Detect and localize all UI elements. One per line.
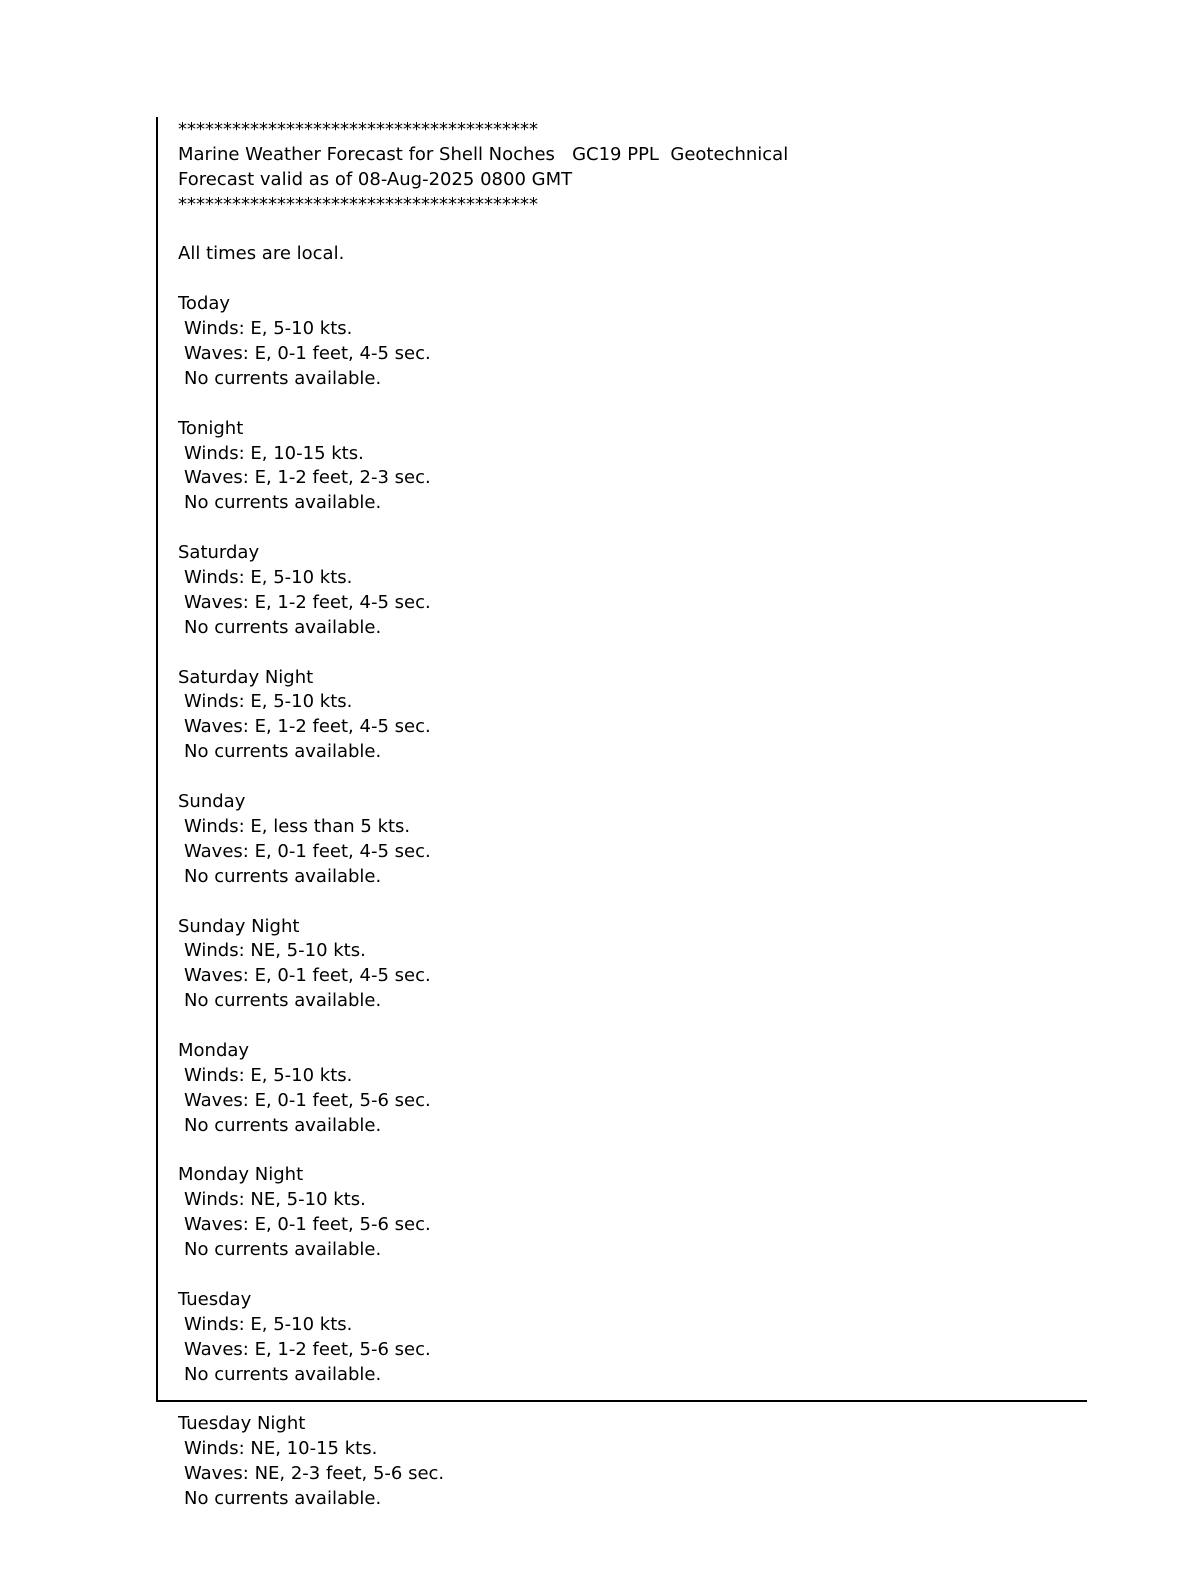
winds-line: Winds: NE, 10-15 kts.: [184, 1438, 378, 1460]
currents-line: No currents available.: [184, 865, 382, 887]
section-label: Tonight: [178, 417, 244, 439]
currents-line: No currents available.: [184, 1363, 382, 1385]
winds-line: Winds: NE, 5-10 kts.: [184, 1189, 366, 1211]
winds-line: Winds: E, 5-10 kts.: [184, 567, 353, 589]
winds-line: Winds: E, 5-10 kts.: [184, 691, 353, 713]
waves-line: Waves: E, 0-1 feet, 5-6 sec.: [184, 1214, 431, 1236]
waves-line: Waves: E, 1-2 feet, 5-6 sec.: [184, 1338, 431, 1360]
waves-line: Waves: NE, 2-3 feet, 5-6 sec.: [184, 1463, 445, 1485]
currents-line: No currents available.: [184, 1114, 382, 1136]
forecast-section-monday-night: [178, 1163, 788, 1263]
currents-line: No currents available.: [184, 741, 382, 763]
currents-line: No currents available.: [184, 367, 382, 389]
waves-line: Waves: E, 0-1 feet, 5-6 sec.: [184, 1089, 431, 1111]
forecast-section-saturday-night: [178, 666, 788, 766]
times-note: All times are local.: [178, 243, 345, 265]
winds-line: Winds: NE, 5-10 kts.: [184, 940, 366, 962]
document-title: Marine Weather Forecast for Shell Noches GC19 PPL Geotechnical: [178, 143, 789, 165]
section-label: Today: [178, 293, 231, 315]
section-label: Sunday Night: [178, 915, 300, 937]
currents-line: No currents available.: [184, 1487, 382, 1509]
waves-line: Waves: E, 1-2 feet, 4-5 sec.: [184, 591, 431, 613]
waves-line: Waves: E, 1-2 feet, 4-5 sec.: [184, 716, 431, 738]
currents-line: No currents available.: [184, 492, 382, 514]
section-label: Monday: [178, 1039, 250, 1061]
section-label: Tuesday Night: [178, 1413, 306, 1435]
forecast-section-tuesday-night: [178, 1412, 788, 1512]
section-label: Sunday: [178, 791, 246, 813]
waves-line: Waves: E, 0-1 feet, 4-5 sec.: [184, 343, 431, 365]
header-stars-bottom: ****************************************: [178, 193, 538, 215]
header-stars-top: ****************************************: [178, 119, 538, 140]
document-header: [178, 118, 788, 218]
forecast-section-saturday: [178, 541, 788, 641]
forecast-section-today: [178, 292, 788, 392]
forecast-section-monday: [178, 1039, 788, 1139]
forecast-document: [178, 118, 788, 1512]
winds-line: Winds: E, 5-10 kts.: [184, 1064, 353, 1086]
waves-line: Waves: E, 1-2 feet, 2-3 sec.: [184, 467, 431, 489]
winds-line: Winds: E, less than 5 kts.: [184, 815, 411, 837]
forecast-section-tuesday: [178, 1288, 788, 1388]
currents-line: No currents available.: [184, 1239, 382, 1261]
section-label: Monday Night: [178, 1164, 304, 1186]
section-label: Saturday: [178, 542, 260, 564]
currents-line: No currents available.: [184, 990, 382, 1012]
waves-line: Waves: E, 0-1 feet, 4-5 sec.: [184, 840, 431, 862]
forecast-valid-line: Forecast valid as of 08-Aug-2025 0800 GMT: [178, 168, 573, 190]
winds-line: Winds: E, 10-15 kts.: [184, 442, 364, 464]
section-label: Saturday Night: [178, 666, 314, 688]
forecast-section-sunday: [178, 790, 788, 890]
winds-line: Winds: E, 5-10 kts.: [184, 1313, 353, 1335]
waves-line: Waves: E, 0-1 feet, 4-5 sec.: [184, 965, 431, 987]
winds-line: Winds: E, 5-10 kts.: [184, 318, 353, 340]
forecast-section-sunday-night: [178, 915, 788, 1015]
section-label: Tuesday: [178, 1288, 252, 1310]
forecast-section-tonight: [178, 417, 788, 517]
currents-line: No currents available.: [184, 616, 382, 638]
